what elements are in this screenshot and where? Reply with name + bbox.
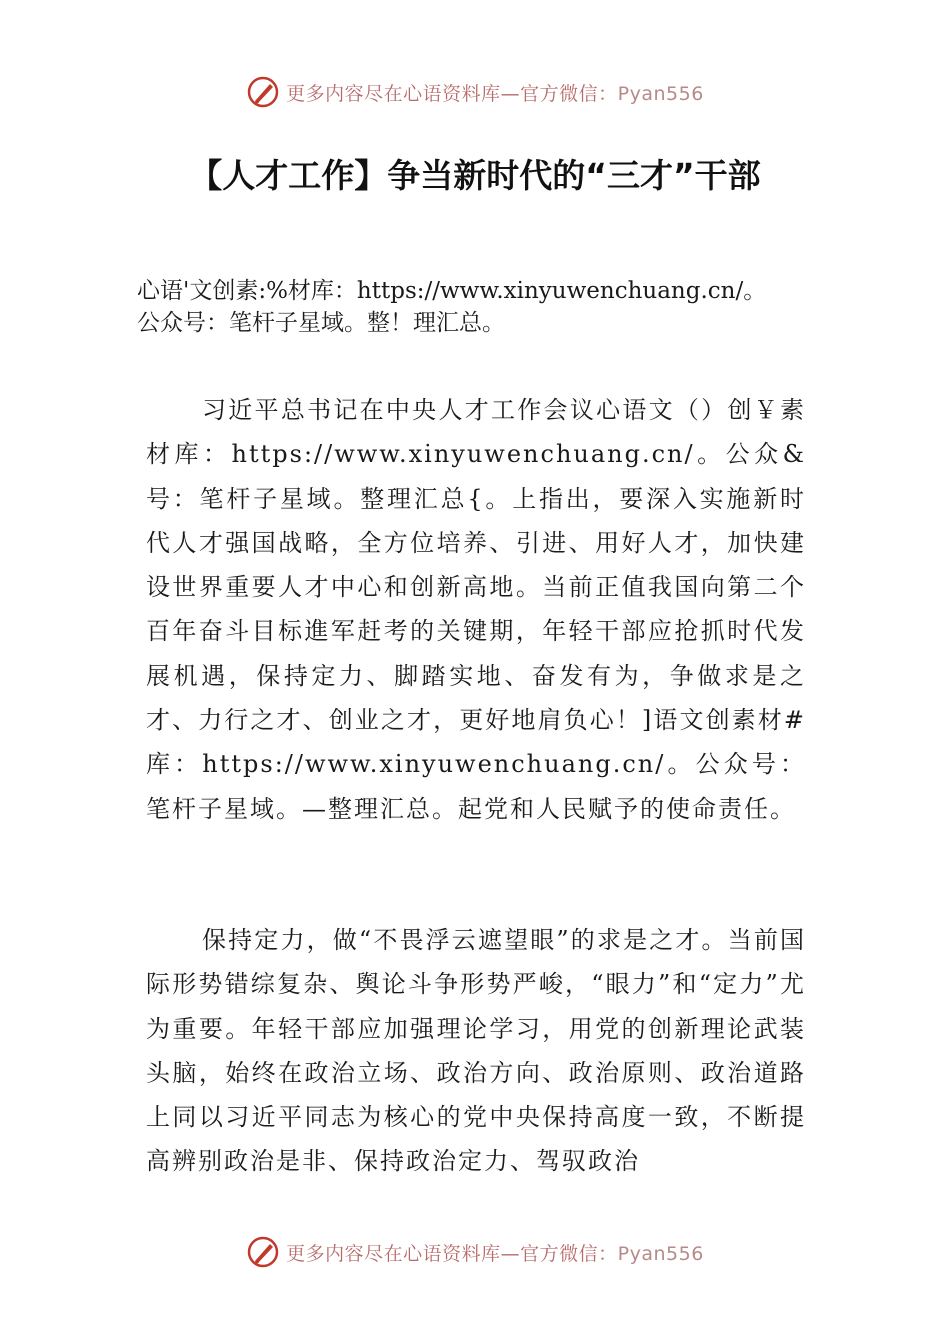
source-note	[137, 275, 837, 339]
source-line-1: 心语'文创素:%材库：https://www.xinyuwenchuang.cn/。	[137, 278, 767, 304]
header-banner	[0, 72, 950, 112]
paragraph-2: 保持定力，做“不畏浮云遮望眼”的求是之才。当前国际形势错综复杂、舆论斗争形势严峻，“眼力”和“定力”尤为重要。年轻干部应加强理论学习，用党的创新理论武装头脑，始终在政治立场、政治方向、政治原则、政治道路上同以习近平同志为核心的党中央保持高度一致，不断提高辨别政治是非、保持政治定力、驾驭政治	[146, 926, 806, 1176]
document-title: 【人才工作】争当新时代的“三才”干部	[189, 156, 761, 195]
pen-logo-icon	[246, 1235, 280, 1269]
footer-banner	[0, 1232, 950, 1272]
header-banner-text: 更多内容尽在心语资料库—官方微信：Pyan556	[286, 82, 704, 105]
wechat-id: Pyan556	[617, 82, 704, 105]
wechat-id: Pyan556	[617, 1242, 704, 1265]
source-line-2: 公众号：笔杆子星域。整！理汇总。	[137, 310, 505, 336]
pen-logo-icon	[246, 75, 280, 109]
paragraph-1: 习近平总书记在中央人才工作会议心语文（）创￥素材库：https://www.xinyuwenchuang.cn/。公众&号：笔杆子星域。整理汇总{。上指出，要深入实施新时代人才强国战略，全方位培养、引进、用好人才，加快建设世界重要人才中心和创新高地。当前正值我国向第二个百年奋斗目标進军赶考的关键期，年轻干部应抢抓时代发展机遇，保持定力、脚踏实地、奋发有为，争做求是之才、力行之才、创业之才，更好地肩负心！]语文创素材#库：https://www.xinyuwenchuang.cn/。公众号：笔杆子星域。—整理汇总。起党和人民赋予的使命责任。	[146, 396, 806, 823]
footer-banner-text: 更多内容尽在心语资料库—官方微信：Pyan556	[286, 1242, 704, 1265]
